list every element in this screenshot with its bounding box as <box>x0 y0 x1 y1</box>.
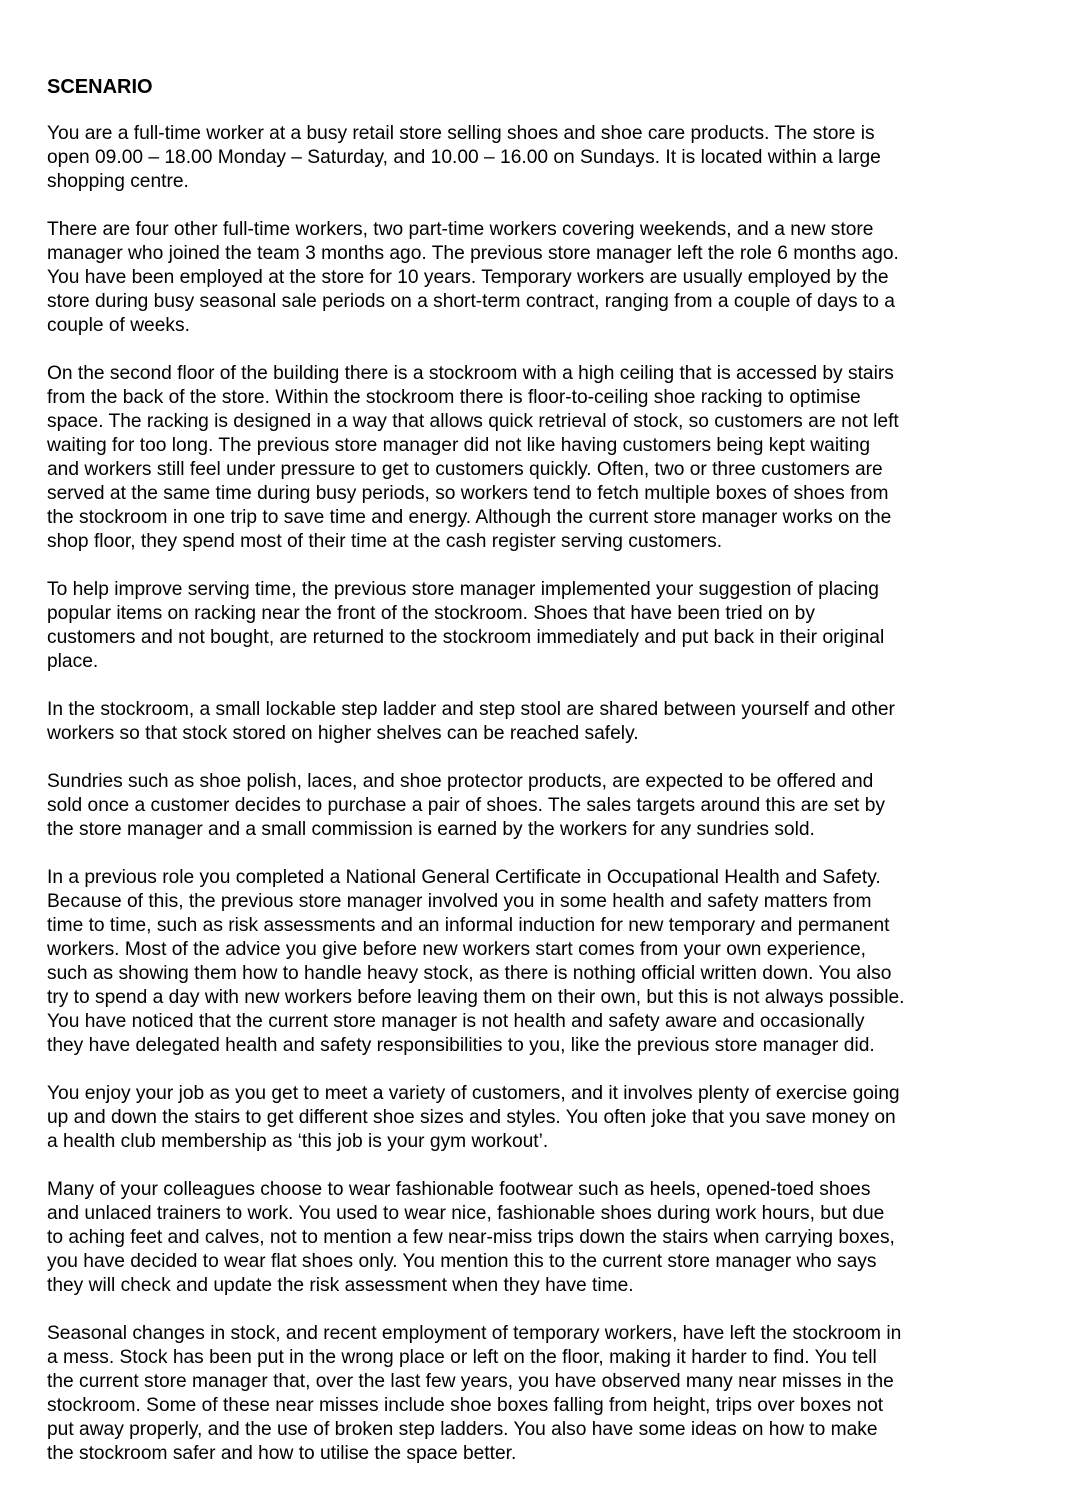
paragraph-line: sold once a customer decides to purchase a pair of shoes. The sales targets around this are set by <box>47 795 885 816</box>
paragraph-line: You have noticed that the current store manager is not health and safety aware and occasionally <box>47 1011 865 1032</box>
paragraph-line: time to time, such as risk assessments and an informal induction for new temporary and permanent <box>47 915 890 936</box>
paragraph <box>47 122 1047 194</box>
paragraph <box>47 770 1047 842</box>
paragraph <box>47 578 1047 674</box>
paragraph-line: Sundries such as shoe polish, laces, and shoe protector products, are expected to be offered and <box>47 771 874 792</box>
paragraph-line: the current store manager that, over the last few years, you have observed many near misses in the <box>47 1371 894 1392</box>
paragraph-line: To help improve serving time, the previous store manager implemented your suggestion of placing <box>47 579 879 600</box>
paragraph-line: served at the same time during busy periods, so workers tend to fetch multiple boxes of shoes from <box>47 483 889 504</box>
paragraph <box>47 866 1047 1058</box>
document-content <box>47 74 1047 1490</box>
paragraph-line: such as showing them how to handle heavy stock, as there is nothing official written down. You also <box>47 963 892 984</box>
paragraph <box>47 218 1047 338</box>
paragraph-line: up and down the stairs to get different shoe sizes and styles. You often joke that you save money on <box>47 1107 896 1128</box>
paragraph <box>47 1322 1047 1466</box>
paragraph-line: they have delegated health and safety responsibilities to you, like the previous store manager did. <box>47 1035 875 1056</box>
paragraph-line: popular items on racking near the front of the stockroom. Shoes that have been tried on by <box>47 603 815 624</box>
paragraph-line: open 09.00 – 18.00 Monday – Saturday, and 10.00 – 16.00 on Sundays. It is located within a large <box>47 147 881 168</box>
paragraph-line: On the second floor of the building there is a stockroom with a high ceiling that is accessed by stairs <box>47 363 894 384</box>
paragraph-line: you have decided to wear flat shoes only. You mention this to the current store manager who says <box>47 1251 877 1272</box>
paragraph-line: customers and not bought, are returned to the stockroom immediately and put back in their original <box>47 627 885 648</box>
paragraph <box>47 362 1047 554</box>
paragraph-line: workers. Most of the advice you give before new workers start comes from your own experience, <box>47 939 867 960</box>
paragraph-line: space. The racking is designed in a way that allows quick retrieval of stock, so customers are not left <box>47 411 899 432</box>
paragraph-line: There are four other full-time workers, two part-time workers covering weekends, and a new store <box>47 219 874 240</box>
paragraph-line: shopping centre. <box>47 171 189 192</box>
paragraph-line: they will check and update the risk assessment when they have time. <box>47 1275 634 1296</box>
paragraph-line: Many of your colleagues choose to wear fashionable footwear such as heels, opened-toed shoes <box>47 1179 871 1200</box>
paragraph-line: In a previous role you completed a National General Certificate in Occupational Health and Safety. <box>47 867 881 888</box>
paragraph <box>47 698 1047 746</box>
paragraph <box>47 1082 1047 1154</box>
paragraph-line: the stockroom safer and how to utilise the space better. <box>47 1443 517 1464</box>
paragraph-line: and workers still feel under pressure to get to customers quickly. Often, two or three customers are <box>47 459 883 480</box>
paragraph-line: waiting for too long. The previous store manager did not like having customers being kept waiting <box>47 435 871 456</box>
paragraph <box>47 1178 1047 1298</box>
paragraph-line: stockroom. Some of these near misses include shoe boxes falling from height, trips over boxes not <box>47 1395 884 1416</box>
paragraph-line: from the back of the store. Within the stockroom there is floor-to-ceiling shoe racking to optimise <box>47 387 861 408</box>
paragraph-line: put away properly, and the use of broken step ladders. You also have some ideas on how to make <box>47 1419 878 1440</box>
paragraph-line: You have been employed at the store for 10 years. Temporary workers are usually employed by the <box>47 267 889 288</box>
paragraph-line: a mess. Stock has been put in the wrong place or left on the floor, making it harder to find. You tell <box>47 1347 877 1368</box>
paragraph-line: to aching feet and calves, not to mention a few near-miss trips down the stairs when carrying boxes, <box>47 1227 895 1248</box>
paragraph-list <box>47 122 1047 1466</box>
paragraph-line: place. <box>47 651 99 672</box>
paragraph-line: manager who joined the team 3 months ago. The previous store manager left the role 6 months ago. <box>47 243 899 264</box>
paragraph-line: You enjoy your job as you get to meet a variety of customers, and it involves plenty of exercise going <box>47 1083 900 1104</box>
section-heading: SCENARIO <box>47 76 153 98</box>
paragraph-line: the stockroom in one trip to save time and energy. Although the current store manager works on the <box>47 507 892 528</box>
paragraph-line: In the stockroom, a small lockable step ladder and step stool are shared between yourself and other <box>47 699 895 720</box>
paragraph-line: workers so that stock stored on higher shelves can be reached safely. <box>47 723 639 744</box>
paragraph-line: Because of this, the previous store manager involved you in some health and safety matters from <box>47 891 872 912</box>
paragraph-line: shop floor, they spend most of their time at the cash register serving customers. <box>47 531 723 552</box>
paragraph-line: a health club membership as ‘this job is your gym workout’. <box>47 1131 549 1152</box>
paragraph-line: couple of weeks. <box>47 315 190 336</box>
paragraph-line: Seasonal changes in stock, and recent employment of temporary workers, have left the stockroom in <box>47 1323 902 1344</box>
paragraph-line: try to spend a day with new workers before leaving them on their own, but this is not always possible. <box>47 987 905 1008</box>
paragraph-line: You are a full-time worker at a busy retail store selling shoes and shoe care products. The store is <box>47 123 875 144</box>
paragraph-line: the store manager and a small commission is earned by the workers for any sundries sold. <box>47 819 815 840</box>
paragraph-line: store during busy seasonal sale periods on a short-term contract, ranging from a couple of days to a <box>47 291 895 312</box>
paragraph-line: and unlaced trainers to work. You used to wear nice, fashionable shoes during work hours, but due <box>47 1203 885 1224</box>
